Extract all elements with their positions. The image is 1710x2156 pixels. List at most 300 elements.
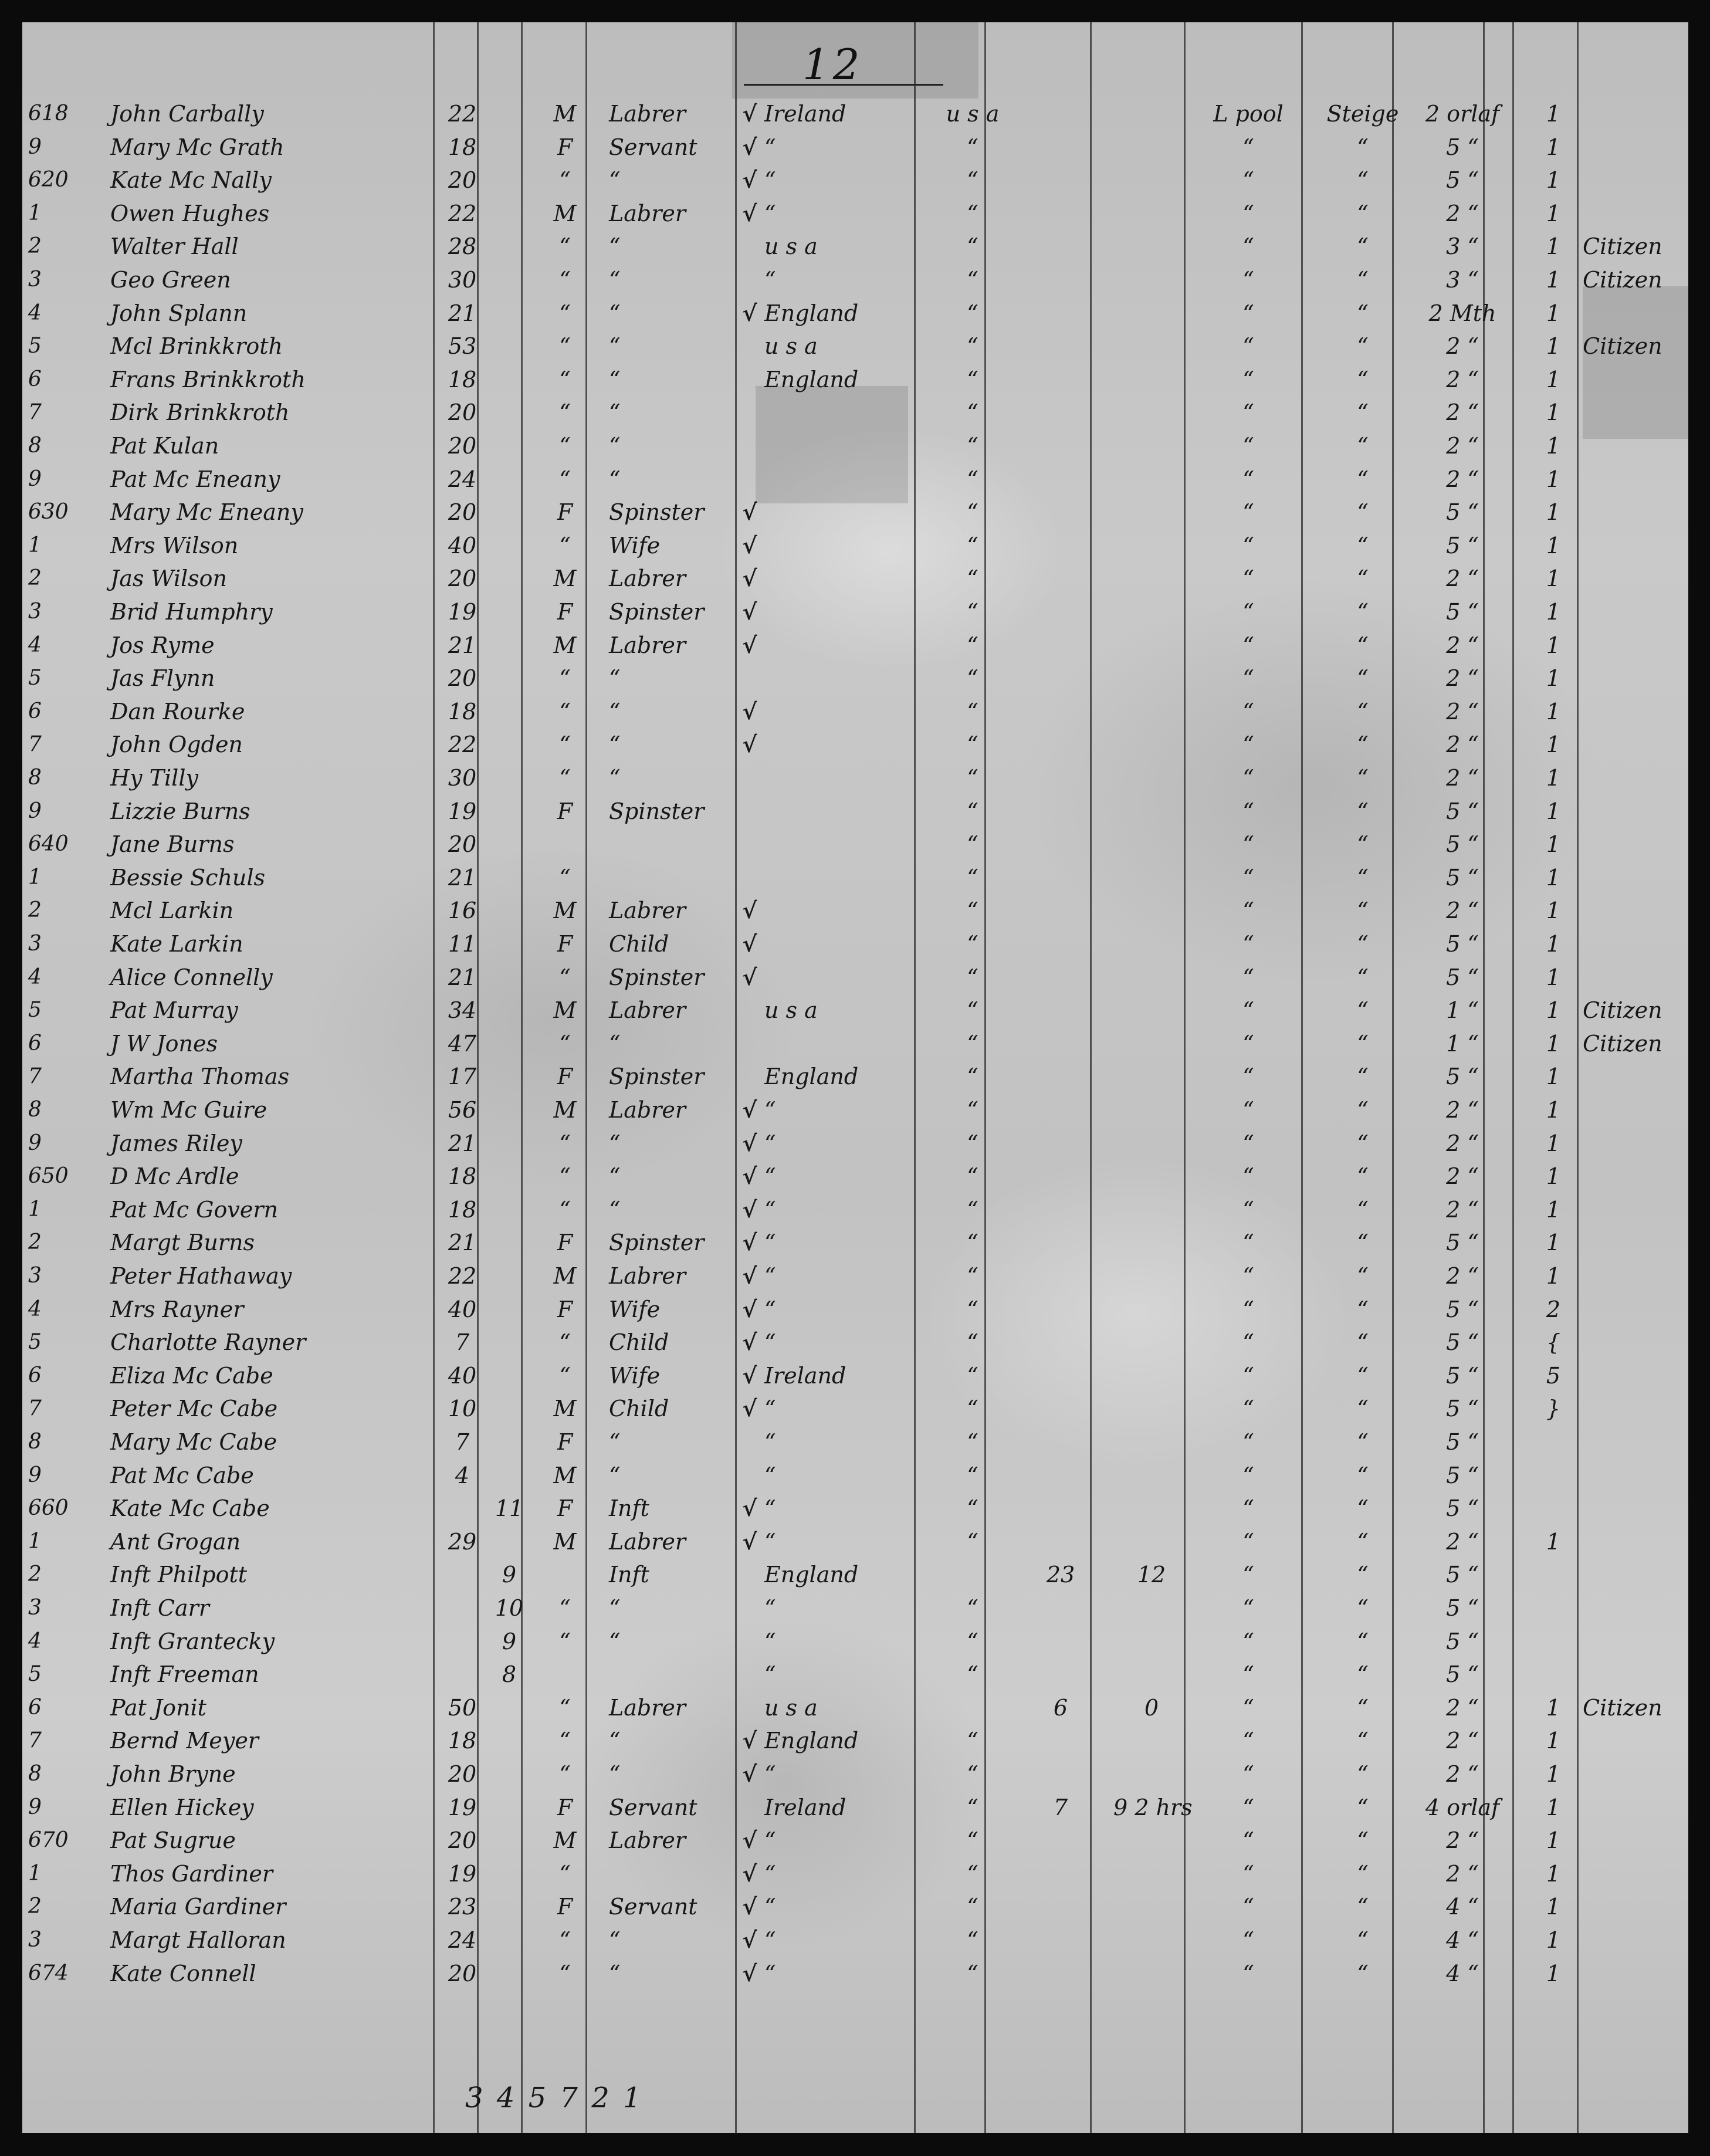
age-adult: 20 xyxy=(448,1960,477,1986)
column-8 xyxy=(1014,496,1108,529)
age-infant xyxy=(486,1525,533,1558)
age-adult: 20 xyxy=(448,499,477,526)
port: “ xyxy=(1242,1064,1254,1090)
passenger-name: Lizzie Burns xyxy=(110,798,250,824)
age-adult: 22 xyxy=(448,200,477,226)
column-9: 0 xyxy=(1144,1694,1159,1721)
country: u s a xyxy=(764,997,818,1024)
table-row xyxy=(22,1658,1688,1691)
column-8 xyxy=(1014,728,1108,761)
baggage: 5 “ xyxy=(1446,1230,1479,1256)
passenger-name: Ant Grogan xyxy=(110,1528,241,1555)
column-9 xyxy=(1113,1625,1190,1658)
port: “ xyxy=(1242,1396,1254,1422)
destination: “ xyxy=(967,831,978,858)
age-infant xyxy=(486,1824,533,1857)
row-number: 4 xyxy=(28,1297,42,1321)
column-9 xyxy=(1113,1492,1190,1525)
age-infant xyxy=(486,463,533,496)
column-8 xyxy=(1014,761,1108,794)
row-number: 670 xyxy=(28,1828,69,1853)
port: “ xyxy=(1242,964,1254,990)
passenger-name: Hy Tilly xyxy=(110,765,198,791)
column-9 xyxy=(1113,1525,1190,1558)
occupation: Labrer xyxy=(609,1528,686,1555)
column-8 xyxy=(1014,1724,1108,1757)
column-9: 12 xyxy=(1137,1562,1166,1588)
check-mark: √ xyxy=(742,532,757,559)
port: “ xyxy=(1242,665,1254,692)
count: 1 xyxy=(1546,466,1561,492)
class: “ xyxy=(1357,1728,1369,1754)
remarks: Citizen xyxy=(1583,1030,1662,1057)
age-adult: 20 xyxy=(448,566,477,592)
row-number: 8 xyxy=(28,1762,42,1786)
destination: “ xyxy=(967,1396,978,1422)
port: “ xyxy=(1242,1562,1254,1588)
class: “ xyxy=(1357,1196,1369,1223)
age-infant xyxy=(486,595,533,628)
sex: M xyxy=(553,1396,577,1422)
destination: “ xyxy=(967,433,978,459)
table-row xyxy=(22,197,1688,230)
age-infant xyxy=(486,164,533,197)
destination: “ xyxy=(967,1495,978,1522)
port: “ xyxy=(1242,1030,1254,1057)
count: 1 xyxy=(1546,1064,1561,1090)
destination: “ xyxy=(967,1163,978,1190)
column-9 xyxy=(1113,1592,1190,1624)
age-adult: 21 xyxy=(448,300,477,326)
age-infant xyxy=(486,1094,533,1126)
count: 1 xyxy=(1546,233,1561,260)
port: “ xyxy=(1242,1163,1254,1190)
passenger-name: Peter Hathaway xyxy=(110,1263,292,1289)
sex: “ xyxy=(559,1960,571,1986)
check-mark xyxy=(735,1592,764,1624)
country: England xyxy=(764,366,859,392)
table-row xyxy=(22,1160,1688,1193)
column-8 xyxy=(1014,1957,1108,1990)
baggage: 5 “ xyxy=(1446,1362,1479,1389)
baggage: 2 “ xyxy=(1446,665,1479,692)
age-infant xyxy=(486,728,533,761)
sex: F xyxy=(557,1495,573,1522)
age-infant xyxy=(486,297,533,330)
country: “ xyxy=(764,1595,776,1621)
remarks xyxy=(1583,728,1688,761)
sex: F xyxy=(557,1894,573,1920)
count: 1 xyxy=(1546,732,1561,758)
sex: “ xyxy=(559,400,571,426)
port: “ xyxy=(1242,765,1254,791)
class: “ xyxy=(1357,1097,1369,1123)
row-number: 8 xyxy=(28,434,42,458)
passenger-name: D Mc Ardle xyxy=(110,1163,239,1190)
row-number: 3 xyxy=(28,932,42,956)
check-mark: √ xyxy=(742,100,757,127)
column-9 xyxy=(1113,1260,1190,1292)
column-8 xyxy=(1014,1924,1108,1957)
age-adult: 18 xyxy=(448,698,477,725)
remarks xyxy=(1583,429,1688,462)
passenger-name: Owen Hughes xyxy=(110,200,270,226)
column-9 xyxy=(1113,1857,1190,1890)
table-row xyxy=(22,595,1688,628)
count: 1 xyxy=(1546,366,1561,392)
age-infant xyxy=(486,1359,533,1392)
count: { xyxy=(1546,1329,1561,1356)
row-number: 2 xyxy=(28,234,42,259)
country xyxy=(764,529,940,562)
class: “ xyxy=(1357,499,1369,526)
column-8 xyxy=(1014,595,1108,628)
check-mark xyxy=(735,230,764,263)
class: “ xyxy=(1357,466,1369,492)
age-adult: 19 xyxy=(448,599,477,625)
class: “ xyxy=(1357,931,1369,957)
row-number: 3 xyxy=(28,600,42,624)
occupation: Servant xyxy=(609,1794,697,1820)
sex: “ xyxy=(559,267,571,293)
occupation: Spinster xyxy=(609,1064,705,1090)
class: “ xyxy=(1357,167,1369,194)
age-infant xyxy=(486,629,533,662)
baggage: 5 “ xyxy=(1446,1329,1479,1356)
check-mark xyxy=(735,828,764,861)
count xyxy=(1512,1658,1594,1691)
count: 1 xyxy=(1546,1860,1561,1887)
remarks xyxy=(1583,1160,1688,1193)
occupation: “ xyxy=(609,433,621,459)
count: 1 xyxy=(1546,1230,1561,1256)
age-adult xyxy=(445,1658,480,1691)
table-row xyxy=(22,1094,1688,1126)
age-adult: 21 xyxy=(448,632,477,658)
column-9 xyxy=(1113,894,1190,927)
baggage: 2 “ xyxy=(1446,1097,1479,1123)
age-adult: 40 xyxy=(448,1296,477,1322)
country xyxy=(764,496,940,529)
sex: M xyxy=(553,1528,577,1555)
table-row xyxy=(22,1758,1688,1791)
sex: “ xyxy=(559,665,571,692)
count: 1 xyxy=(1546,1196,1561,1223)
column-8: 6 xyxy=(1053,1694,1068,1721)
baggage: 2 “ xyxy=(1446,1694,1479,1721)
column-8 xyxy=(1014,1226,1108,1259)
sex xyxy=(533,828,597,861)
row-number: 8 xyxy=(28,766,42,790)
remarks: Citizen xyxy=(1583,997,1662,1024)
baggage: 5 “ xyxy=(1446,134,1479,160)
baggage: 1 “ xyxy=(1446,997,1479,1024)
column-8 xyxy=(1014,994,1108,1027)
port: “ xyxy=(1242,931,1254,957)
port: “ xyxy=(1242,333,1254,360)
baggage: 2 “ xyxy=(1446,466,1479,492)
row-number: 5 xyxy=(28,666,42,691)
country: u s a xyxy=(764,333,818,360)
column-9 xyxy=(1113,1426,1190,1458)
sex: F xyxy=(557,1296,573,1322)
check-mark xyxy=(735,1426,764,1458)
table-row xyxy=(22,1592,1688,1624)
port: “ xyxy=(1242,1894,1254,1920)
count: 1 xyxy=(1546,566,1561,592)
count: 1 xyxy=(1546,1163,1561,1190)
age-infant xyxy=(486,1193,533,1226)
column-8 xyxy=(1014,330,1108,363)
table-row xyxy=(22,728,1688,761)
age-infant xyxy=(486,1691,533,1724)
age-infant xyxy=(486,1326,533,1359)
count: 1 xyxy=(1546,1097,1561,1123)
count: 2 xyxy=(1546,1296,1561,1322)
table-row xyxy=(22,1691,1688,1724)
count: 1 xyxy=(1546,1927,1561,1953)
class: “ xyxy=(1357,1495,1369,1522)
class: “ xyxy=(1357,1163,1369,1190)
column-9 xyxy=(1113,263,1190,296)
column-9 xyxy=(1113,97,1190,130)
table-row xyxy=(22,994,1688,1027)
port: “ xyxy=(1242,400,1254,426)
age-infant xyxy=(486,795,533,828)
remarks xyxy=(1583,861,1688,894)
table-row xyxy=(22,761,1688,794)
age-infant xyxy=(486,1426,533,1458)
passenger-name: Bernd Meyer xyxy=(110,1728,259,1754)
baggage: 2 “ xyxy=(1446,765,1479,791)
port: “ xyxy=(1242,1329,1254,1356)
occupation: Wife xyxy=(609,532,661,559)
column-9 xyxy=(1113,861,1190,894)
row-number: 4 xyxy=(28,632,42,657)
count: 1 xyxy=(1546,1263,1561,1289)
table-row xyxy=(22,894,1688,927)
sex: “ xyxy=(559,765,571,791)
class: “ xyxy=(1357,1329,1369,1356)
check-mark: √ xyxy=(742,1893,757,1920)
check-mark: √ xyxy=(742,631,757,658)
class: “ xyxy=(1357,1794,1369,1820)
column-9 xyxy=(1113,1359,1190,1392)
column-8 xyxy=(1014,1027,1108,1060)
country: “ xyxy=(764,1462,776,1488)
table-row xyxy=(22,1525,1688,1558)
sex: “ xyxy=(559,333,571,360)
remarks xyxy=(1583,1957,1688,1990)
age-adult: 7 xyxy=(455,1329,470,1356)
remarks xyxy=(1583,197,1688,230)
country: “ xyxy=(764,1528,776,1555)
passenger-name: Wm Mc Guire xyxy=(110,1097,267,1123)
age-infant xyxy=(486,529,533,562)
occupation: “ xyxy=(609,1927,621,1953)
row-number: 3 xyxy=(28,1264,42,1288)
row-number: 630 xyxy=(28,500,69,524)
remarks xyxy=(1583,662,1688,695)
baggage: 2 “ xyxy=(1446,632,1479,658)
age-adult: 16 xyxy=(448,898,477,924)
row-number: 1 xyxy=(28,533,42,557)
row-number: 4 xyxy=(28,300,42,325)
column-8 xyxy=(1014,230,1108,263)
table-row xyxy=(22,529,1688,562)
page-number: 12 xyxy=(802,40,864,89)
table-row xyxy=(22,795,1688,828)
port: “ xyxy=(1242,1429,1254,1455)
country: “ xyxy=(764,1495,776,1522)
sex: M xyxy=(553,997,577,1024)
port: “ xyxy=(1242,433,1254,459)
row-number: 4 xyxy=(28,964,42,989)
class: “ xyxy=(1357,1927,1369,1953)
port: “ xyxy=(1242,997,1254,1024)
port: “ xyxy=(1242,1661,1254,1688)
column-9 xyxy=(1113,761,1190,794)
check-mark: √ xyxy=(742,1129,757,1156)
baggage: 4 “ xyxy=(1446,1927,1479,1953)
count: 1 xyxy=(1546,599,1561,625)
remarks xyxy=(1583,396,1688,429)
table-row xyxy=(22,164,1688,197)
footer-total: 3 4 5 7 2 1 xyxy=(465,2081,644,2114)
age-infant xyxy=(486,1459,533,1492)
occupation: “ xyxy=(609,1030,621,1057)
column-8 xyxy=(1014,695,1108,728)
country xyxy=(764,961,940,994)
row-number: 660 xyxy=(28,1496,69,1521)
column-8 xyxy=(1014,1060,1108,1093)
age-infant xyxy=(486,928,533,960)
destination: “ xyxy=(967,798,978,824)
passenger-name: Mrs Wilson xyxy=(110,532,239,559)
column-9 xyxy=(1113,131,1190,164)
class: “ xyxy=(1357,1064,1369,1090)
baggage: 5 “ xyxy=(1446,1595,1479,1621)
sex: “ xyxy=(559,864,571,891)
destination: “ xyxy=(967,1196,978,1223)
remarks xyxy=(1583,1525,1688,1558)
sex: “ xyxy=(559,466,571,492)
country: “ xyxy=(764,1661,776,1688)
row-number: 8 xyxy=(28,1098,42,1122)
baggage: 5 “ xyxy=(1446,931,1479,957)
destination: “ xyxy=(967,665,978,692)
destination: “ xyxy=(967,1761,978,1787)
occupation xyxy=(609,828,756,861)
baggage: 2 “ xyxy=(1446,1528,1479,1555)
occupation xyxy=(609,1857,756,1890)
age-infant xyxy=(486,1392,533,1425)
table-row xyxy=(22,562,1688,595)
destination: “ xyxy=(967,499,978,526)
destination: “ xyxy=(967,698,978,725)
occupation: “ xyxy=(609,665,621,692)
column-8 xyxy=(1014,861,1108,894)
occupation: “ xyxy=(609,698,621,725)
port: “ xyxy=(1242,1794,1254,1820)
age-adult: 11 xyxy=(448,931,477,957)
country xyxy=(764,396,940,429)
column-9 xyxy=(1113,396,1190,429)
remarks: Citizen xyxy=(1583,1694,1662,1721)
country xyxy=(764,463,940,496)
passenger-name: Mrs Rayner xyxy=(110,1296,244,1322)
destination: “ xyxy=(967,400,978,426)
passenger-name: Kate Mc Cabe xyxy=(110,1495,270,1522)
count: 1 xyxy=(1546,1761,1561,1787)
check-mark xyxy=(735,1691,764,1724)
destination: “ xyxy=(967,300,978,326)
column-9 xyxy=(1113,1724,1190,1757)
remarks xyxy=(1583,1060,1688,1093)
check-mark: √ xyxy=(742,1096,757,1123)
sex: “ xyxy=(559,1761,571,1787)
check-mark: √ xyxy=(742,1329,757,1356)
baggage: 5 “ xyxy=(1446,1495,1479,1522)
destination: “ xyxy=(967,1528,978,1555)
count: 1 xyxy=(1546,200,1561,226)
destination: “ xyxy=(967,864,978,891)
check-mark xyxy=(735,1459,764,1492)
age-infant xyxy=(486,263,533,296)
count: 1 xyxy=(1546,1794,1561,1820)
destination: “ xyxy=(967,333,978,360)
check-mark xyxy=(735,795,764,828)
row-number: 3 xyxy=(28,268,42,292)
table-row xyxy=(22,297,1688,330)
port: “ xyxy=(1242,233,1254,260)
baggage: 5 “ xyxy=(1446,532,1479,559)
table-row xyxy=(22,828,1688,861)
age-adult: 24 xyxy=(448,1927,477,1953)
occupation: Inft xyxy=(609,1495,649,1522)
remarks xyxy=(1583,1459,1688,1492)
passenger-name: Pat Mc Govern xyxy=(110,1196,278,1223)
column-9 xyxy=(1113,961,1190,994)
occupation: Labrer xyxy=(609,1263,686,1289)
count: 1 xyxy=(1546,798,1561,824)
class: “ xyxy=(1357,134,1369,160)
column-8 xyxy=(1014,1758,1108,1791)
table-row xyxy=(22,1890,1688,1923)
passenger-name: Kate Connell xyxy=(110,1960,256,1986)
age-infant xyxy=(486,396,533,429)
check-mark: √ xyxy=(742,499,757,526)
class: “ xyxy=(1357,1694,1369,1721)
occupation: Servant xyxy=(609,134,697,160)
occupation: “ xyxy=(609,400,621,426)
count: 5 xyxy=(1546,1362,1561,1389)
age-adult: 20 xyxy=(448,1827,477,1854)
sex: F xyxy=(557,1794,573,1820)
table-row xyxy=(22,263,1688,296)
occupation: Child xyxy=(609,1329,669,1356)
check-mark: √ xyxy=(742,1295,757,1322)
class: “ xyxy=(1357,1860,1369,1887)
remarks xyxy=(1583,1724,1688,1757)
country: u s a xyxy=(764,233,818,260)
baggage: 2 “ xyxy=(1446,333,1479,360)
column-9 xyxy=(1113,1060,1190,1093)
age-infant: 11 xyxy=(495,1495,524,1522)
manifest-sheet xyxy=(22,22,1688,2133)
check-mark: √ xyxy=(742,133,757,160)
column-8 xyxy=(1014,1260,1108,1292)
